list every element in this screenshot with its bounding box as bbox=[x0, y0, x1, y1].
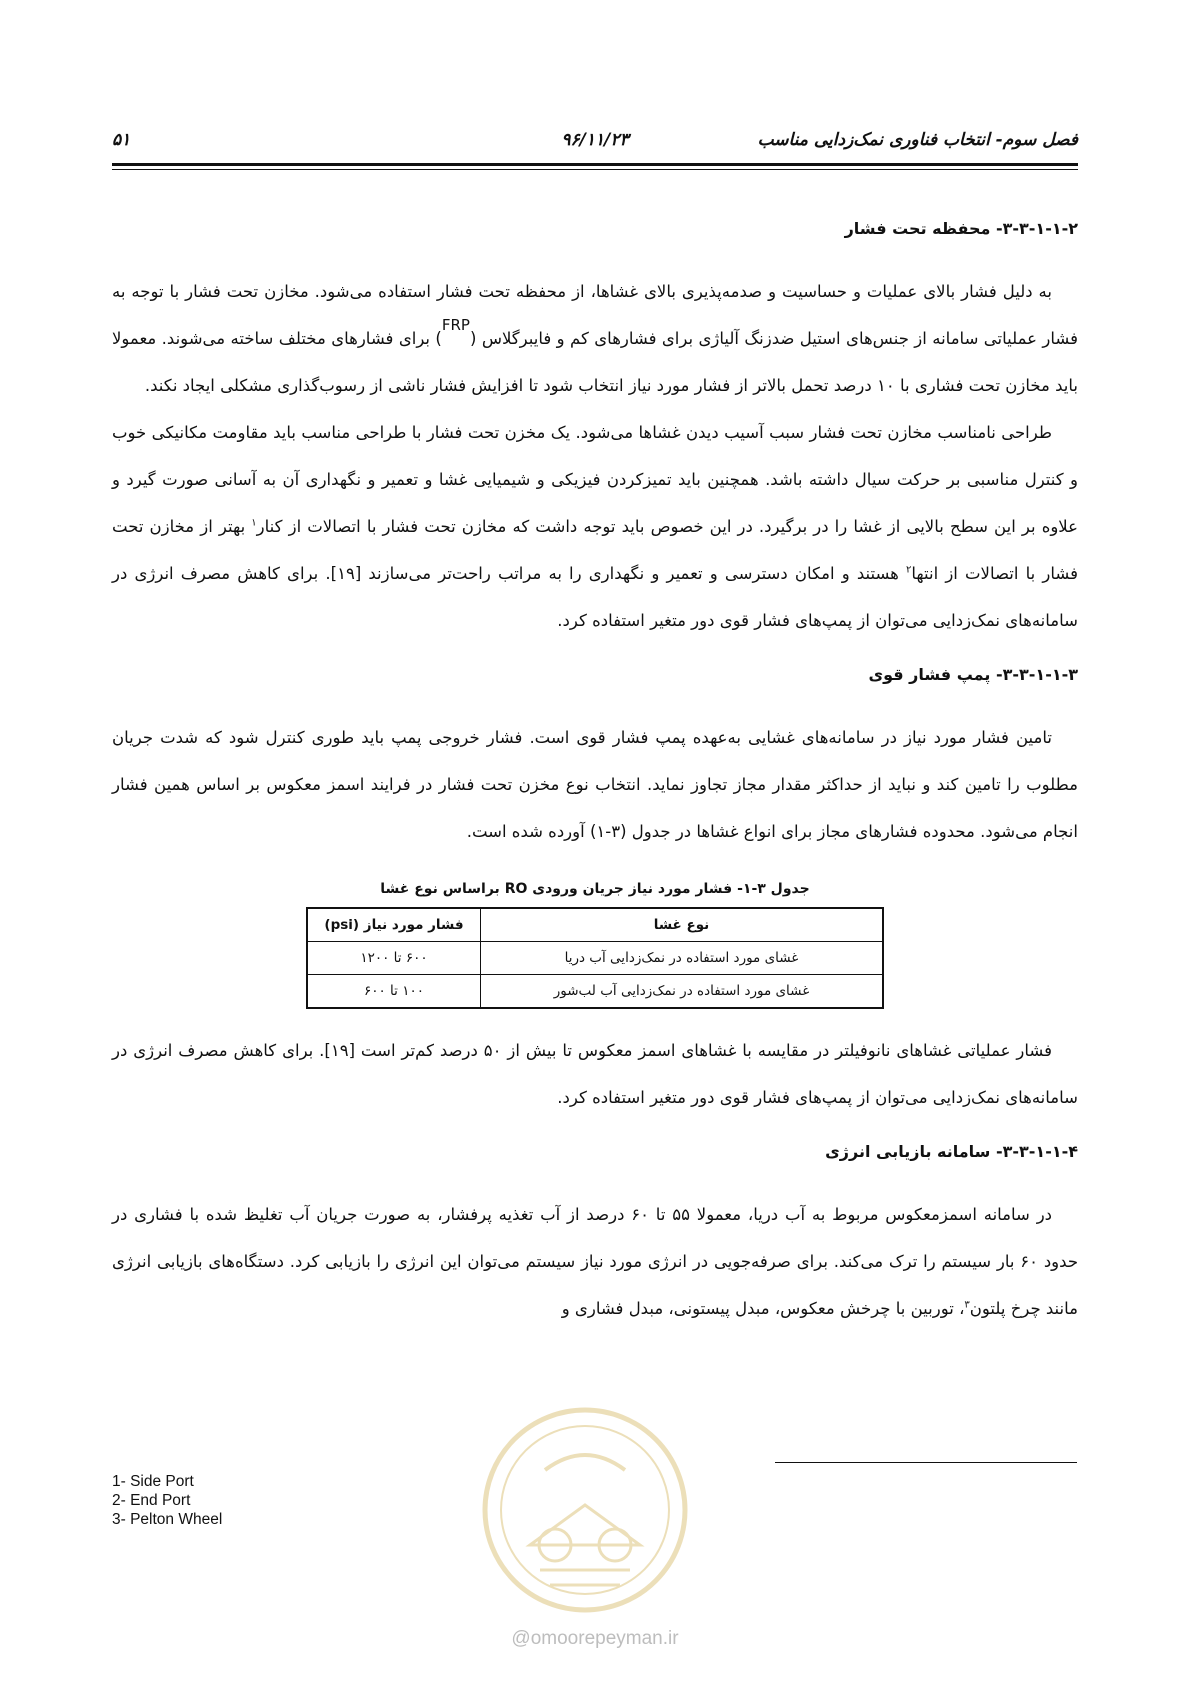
table-cell: غشای مورد استفاده در نمک‌زدایی آب دریا bbox=[481, 942, 884, 975]
header-rule-thin bbox=[112, 169, 1078, 170]
paragraph: طراحی نامناسب مخازن تحت فشار سبب آسیب دیدن غشاها می‌شود. یک مخزن تحت فشار با طراحی مناسب باید مقاومت مکانیکی خوب و کنترل مناسبی بر حرکت سیال داشته باشد. همچنین باید تمیزکردن فیزیکی و شیمیایی غشا و تعمیر و نگهداری آن به آسانی صورت گیرد و علاوه بر این سطح بالایی از غشا را در برگیرد. در این خصوص باید توجه داشت که مخازن تحت فشار با اتصالات از کنار$^۱$ بهتر از مخازن تحت فشار با اتصالات از انتها$^۲$ هستند و امکان دسترسی و تعمیر و نگهداری را به مراتب راحت‌تر می‌سازند [۱۹]. برای کاهش مصرف انرژی در سامانه‌های نمک‌زدایی می‌توان از پمپ‌های فشار قوی دور متغیر استفاده کرد. bbox=[112, 423, 1078, 630]
pressure-table bbox=[306, 907, 884, 1009]
header-rule-thick bbox=[112, 163, 1078, 166]
section-heading-pressure-vessel: ۳-۳-۱-۱-۲- محفظه تحت فشار bbox=[844, 219, 1078, 238]
footnote: 2- End Port bbox=[112, 1492, 191, 1509]
footnote: 1- Side Port bbox=[112, 1473, 194, 1490]
table-row bbox=[307, 942, 883, 975]
table-row bbox=[307, 975, 883, 1009]
paragraph: به دلیل فشار بالای عملیات و حساسیت و صدمه‌پذیری بالای غشاها، از محفظه تحت فشار استفاده می‌شود. مخازن تحت فشار با توجه به فشار عملیاتی سامانه از جنس‌های استیل ضدزنگ آلیاژی برای فشارهای کم و فایبرگلاس ($^{FRP}$) برای فشارهای مختلف ساخته می‌شوند. معمولا باید مخازن تحت فشاری با ۱۰ درصد تحمل بالاتر از فشار مورد نیاز انتخاب شود تا افزایش فشار ناشی از رسوب‌گذاری مشکلی ایجاد نکند. bbox=[112, 282, 1079, 395]
footnote: 3- Pelton Wheel bbox=[112, 1511, 223, 1528]
section-heading-energy-recovery: ۳-۳-۱-۱-۴- سامانه بازیابی انرژی bbox=[825, 1142, 1078, 1161]
table-cell: غشای مورد استفاده در نمک‌زدایی آب لب‌شور bbox=[481, 975, 884, 1009]
header-date: ۹۶/۱۱/۲۳ bbox=[561, 130, 629, 150]
table-header-row bbox=[307, 908, 883, 942]
paragraph: فشار عملیاتی غشاهای نانوفیلتر در مقایسه با غشاهای اسمز معکوس تا بیش از ۵۰ درصد کم‌تر است [۱۹]. برای کاهش مصرف انرژی در سامانه‌های نمک‌زدایی می‌توان از پمپ‌های فشار قوی دور متغیر استفاده کرد. bbox=[112, 1041, 1078, 1107]
column-header: نوع غشا bbox=[481, 908, 884, 942]
chapter-title: فصل سوم- انتخاب فناوری نمک‌زدایی مناسب bbox=[757, 130, 1078, 150]
paragraph: تامین فشار مورد نیاز در سامانه‌های غشایی به‌عهده پمپ فشار قوی است. فشار خروجی پمپ باید طوری کنترل شود که شدت جریان مطلوب را تامین کند و نباید از حداکثر مقدار مجاز تجاوز نماید. انتخاب نوع مخزن تحت فشار در فرایند اسمز معکوس بر اساس همین فشار انجام می‌شود. محدوده فشارهای مجاز برای انواع غشاها در جدول (۳-۱) آورده شده است. bbox=[112, 728, 1078, 841]
table-cell: ۶۰۰ تا ۱۲۰۰ bbox=[307, 942, 481, 975]
column-header: فشار مورد نیاز (psi) bbox=[307, 908, 481, 942]
page-number: ۵۱ bbox=[112, 130, 131, 150]
footnotes bbox=[112, 1472, 222, 1529]
table-cell: ۱۰۰ تا ۶۰۰ bbox=[307, 975, 481, 1009]
page-header bbox=[112, 130, 1078, 154]
table-caption: جدول ۳-۱- فشار مورد نیاز جریان ورودی RO براساس نوع غشا bbox=[380, 881, 810, 897]
paragraph: در سامانه اسمزمعکوس مربوط به آب دریا، معمولا ۵۵ تا ۶۰ درصد از آب تغذیه پرفشار، به صورت جریان آب تغلیظ شده با فشاری در حدود ۶۰ بار سیستم را ترک می‌کند. برای صرفه‌جویی در انرژی مورد نیاز سیستم می‌توان این انرژی را بازیابی کرد. دستگاه‌های بازیابی انرژی مانند چرخ پلتون$^۳$، توربین با چرخش معکوس، مبدل پیستونی، مبدل فشاری و bbox=[112, 1205, 1079, 1318]
footnote-ref: ۱ bbox=[251, 517, 257, 529]
footnote-ref: ۲ bbox=[906, 564, 912, 576]
watermark-text: @omoorepeyman.ir bbox=[511, 1628, 679, 1649]
section-heading-high-pressure-pump: ۳-۳-۱-۱-۳- پمپ فشار قوی bbox=[868, 665, 1078, 684]
footnote-ref: ۳ bbox=[964, 1299, 970, 1311]
watermark-seal-icon bbox=[470, 1395, 700, 1625]
body-content bbox=[112, 218, 1078, 1332]
frp-superscript: FRP bbox=[441, 316, 470, 334]
footnote-rule bbox=[775, 1462, 1077, 1463]
